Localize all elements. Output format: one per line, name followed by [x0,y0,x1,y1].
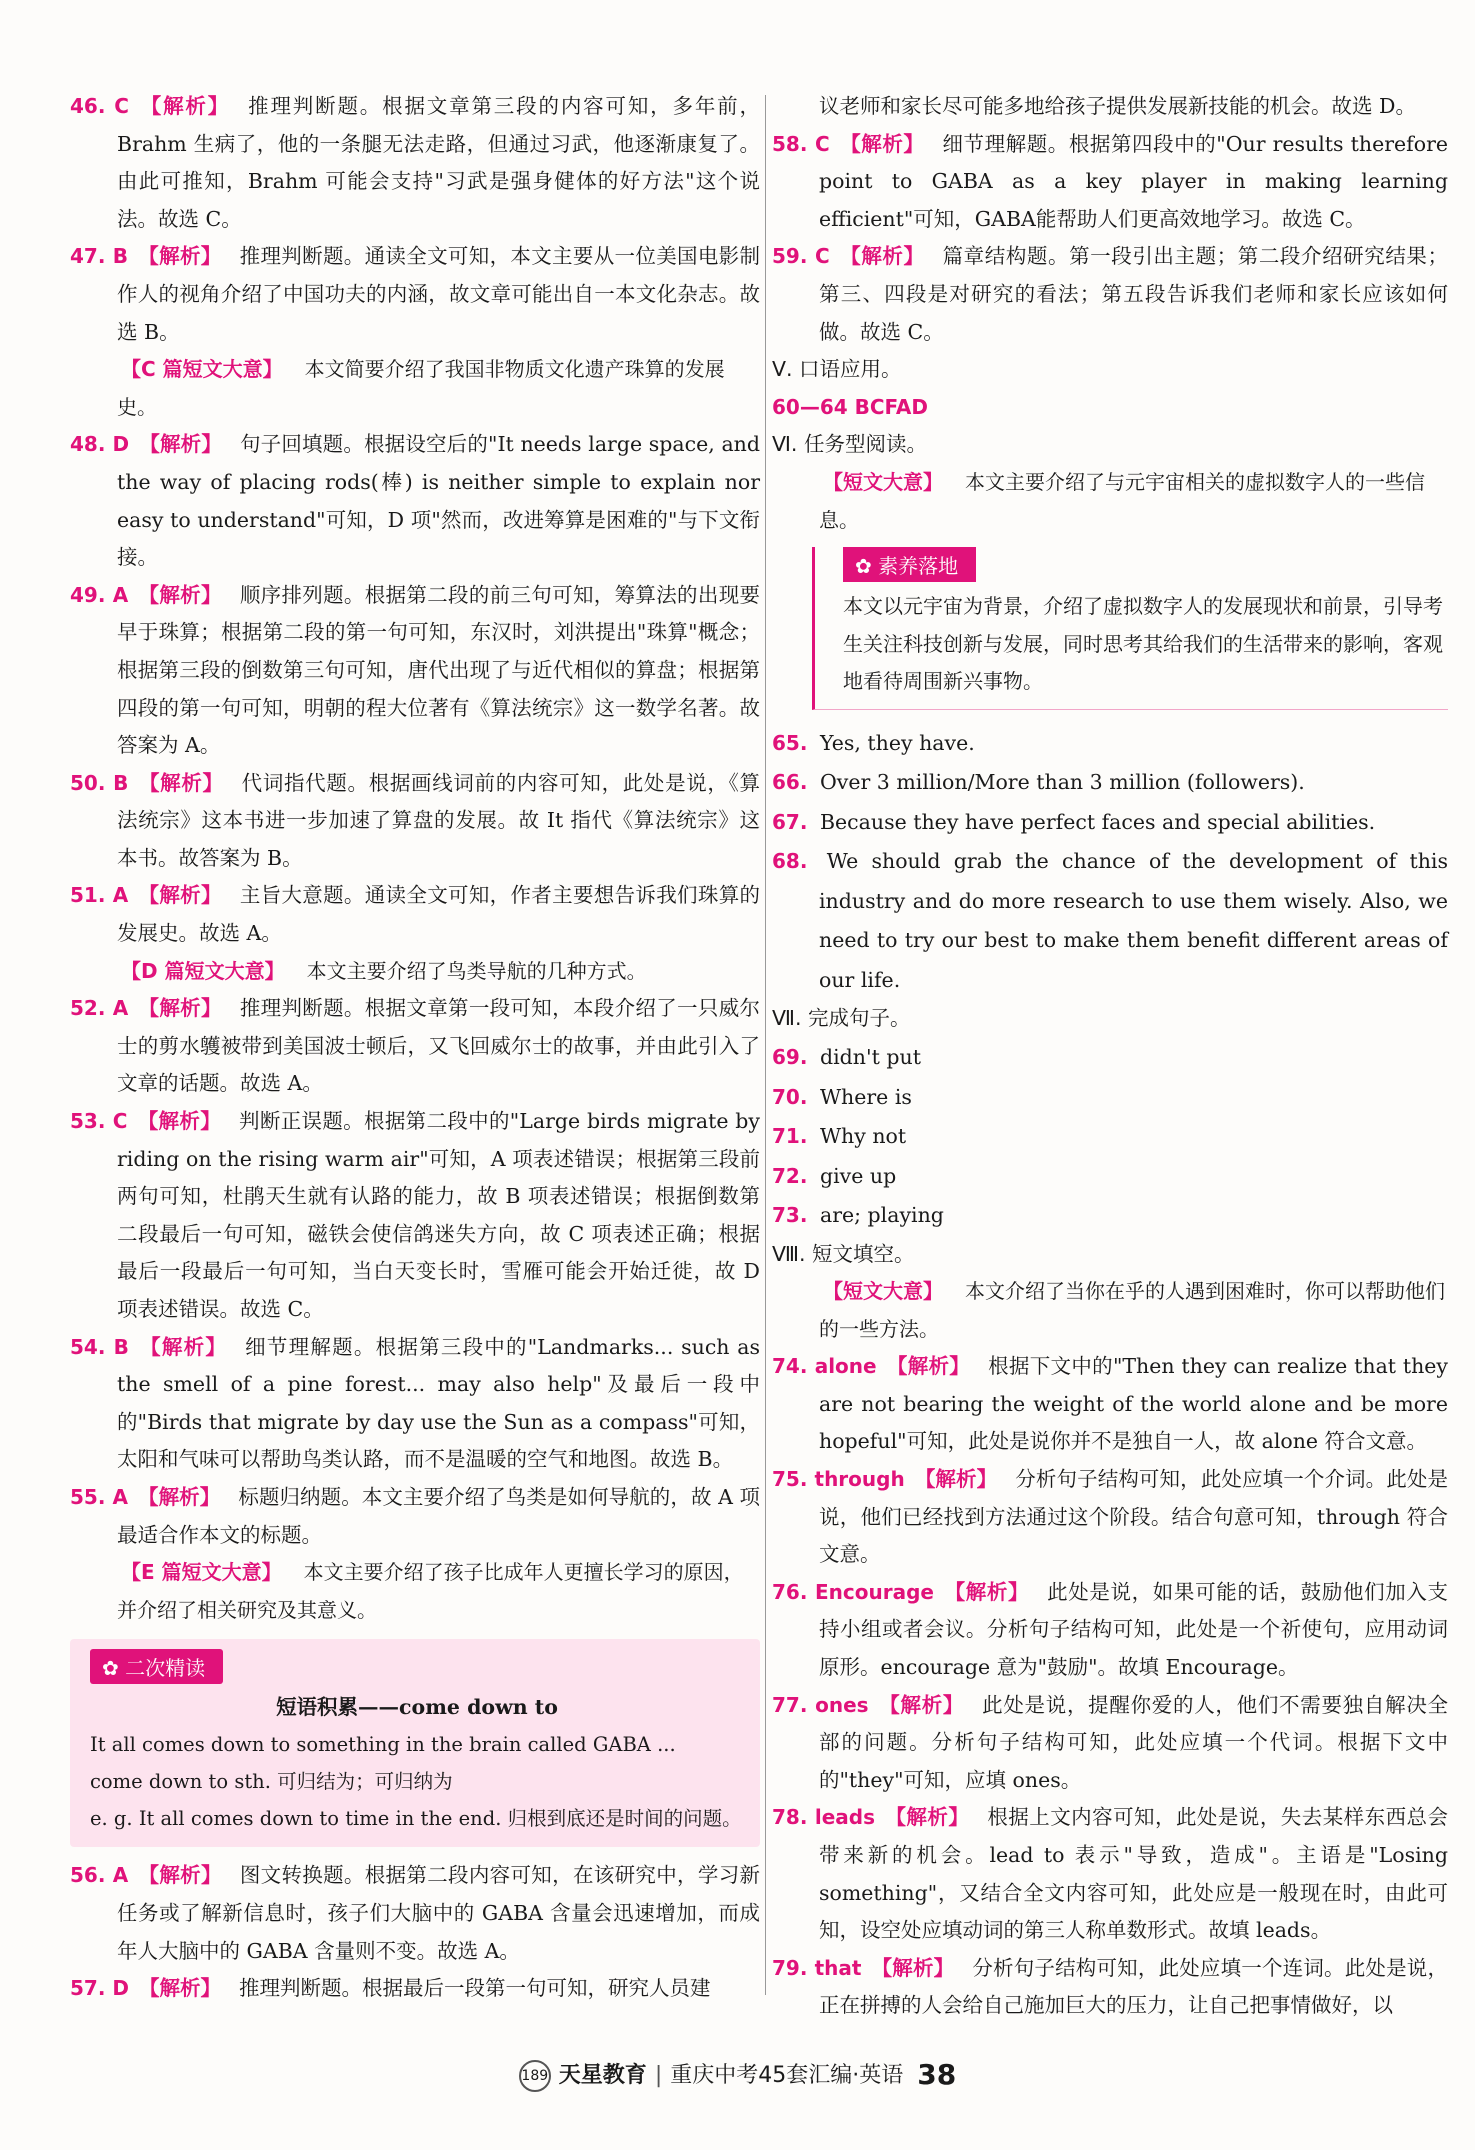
answer-item: 49. A 【解析】 顺序排列题。根据第二段的前三句可知，筹算法的出现要早于珠算；根据第二段的第一句可知，东汉时，刘洪提出"珠算"概念；根据第三段的倒数第三句可知，唐代出现了与近代相似的算盘；根据第四段的第一句可知，明朝的程大位著有《算法统宗》这一数学名著。故答案为 A。 [70,582,761,758]
answer-item: 78. leads 【解析】 根据上文内容可知，此处是说，失去某样东西总会带来新的机会。lead to 表示"导致，造成"。主语是"Losing something"，又结合全文内容可知，此处应是一般现在时，由此可知，设空处应填动词的第三人称单数形式。故填 leads。 [772,1805,1449,1943]
section-heading: Ⅶ. 完成句子。 [772,1006,911,1031]
page-number: 38 [917,2058,957,2091]
answer-item: 50. B 【解析】 代词指代题。根据画线词前的内容可知，此处是说，《算法统宗》这本书进一步加速了算盘的发展。故 It 指代《算法统宗》这本书。故答案为 B。 [70,770,761,870]
answer-item: 66. Over 3 million/More than 3 million (followers). [772,770,1305,795]
section-heading: Ⅵ. 任务型阅读。 [772,432,927,457]
answer-item: 58. C 【解析】 细节理解题。根据第四段中的"Our results therefore point to GABA as a key player in making learning efficient"可知，GABA能帮助人们更高效地学习。故选 C。 [772,131,1448,231]
reread-line: e. g. It all comes down to time in the end. 归根到底还是时间的问题。 [90,1807,742,1831]
answer-item: 69. didn't put [772,1045,921,1069]
answer-item: 68. We should grab the chance of the development of this industry and do more research to use them wisely. Also, we need to try our best to make them benefit different areas of our life. [772,849,1448,992]
section-heading: Ⅷ. 短文填空。 [772,1241,915,1266]
answer-item: 48. D 【解析】 句子回填题。根据设空后的"It needs large space, and the way of placing rods(棒) is neither simple to explain nor easy to understand"可知，D 项"然而，改进筹算是困难的"与下文衔接。 [70,432,761,570]
answer-item: 56. A 【解析】 图文转换题。根据第二段内容可知，在该研究中，学习新任务或了解新信息时，孩子们大脑中的 GABA 含量会迅速增加，而成年人大脑中的 GABA 含量则不变。故选 A。 [70,1863,761,1963]
reread-title: 短语积累——come down to [276,1695,558,1720]
passage-summary: 【短文大意】 本文介绍了当你在乎的人遇到困难时，你可以帮助他们的一些方法。 [819,1279,1445,1341]
page-footer: 189 天星教育 | 重庆中考45套汇编·英语 38 [0,2058,1475,2092]
reread-box [70,1639,760,1847]
publisher-name: 天星教育 [558,2063,647,2088]
literacy-box [812,547,1448,710]
passage-summary: 【短文大意】 本文主要介绍了与元宇宙相关的虚拟数字人的一些信息。 [819,469,1425,532]
answer-item: 59. C 【解析】 篇章结构题。第一段引出主题；第二段介绍研究结果；第三、四段是对研究的看法；第五段告诉我们老师和家长应该如何做。故选 C。 [772,244,1448,344]
answer-item: 55. A 【解析】 标题归纳题。本文主要介绍了鸟类是如何导航的，故 A 项最适合作本文的标题。 [70,1484,761,1547]
answer-item: 70. Where is [772,1084,912,1109]
answer-item: 79. that 【解析】 分析句子结构可知，此处应填一个连词。此处是说，正在拼搏的人会给自己施加巨大的压力，让自己把事情做好，以 [772,1955,1448,2018]
answer-item: 51. A 【解析】 主旨大意题。通读全文可知，作者主要想告诉我们珠算的发展史。故选 A。 [70,883,761,946]
star-icon: ✿ [102,1656,126,1681]
answer-item: 73. are; playing [772,1203,944,1227]
answer-continuation: 议老师和家长尽可能多地给孩子提供发展新技能的机会。故选 D。 [819,94,1416,118]
answer-item: 57. D 【解析】 推理判断题。根据最后一段第一句可知，研究人员建 [70,1976,711,2001]
answer-item: 53. C 【解析】 判断正误题。根据第二段中的"Large birds migrate by riding on the rising warm air"可知，A 项表述错误；根据第三段前两句可知，杜鹃天生就有认路的能力，故 B 项表述错误；根据倒数第二段最后一句可知，磁铁会使信鸽迷失方向，故 C 项表述正确；根据最后一段最后一句可知，当白天变长时，雪雁可能会开始迁徙，故 D 项表述错误。故选 C。 [70,1109,760,1321]
answer-item: 72. give up [772,1163,897,1188]
passage-summary: 【E 篇短文大意】 本文主要介绍了孩子比成年人更擅长学习的原因，并介绍了相关研究及其意义。 [117,1560,744,1622]
column-divider [765,95,766,1995]
star-icon: ✿ [855,554,879,579]
answer-item: 46. C 【解析】 推理判断题。根据文章第三段的内容可知，多年前，Brahm 生病了，他的一条腿无法走路，但通过习武，他逐渐康复了。由此可推知，Brahm 可能会支持"习武是强身健体的好方法"这个说法。故选 C。 [70,94,761,231]
answer-item: 76. Encourage 【解析】 此处是说，如果可能的话，鼓励他们加入支持小组或者会议。分析句子结构可知，此处是一个祈使句，应用动词原形。encourage 意为"鼓励"。故填 Encourage。 [772,1579,1448,1680]
left-column [70,88,760,2008]
answer-item: 71. Why not [772,1124,907,1148]
literacy-text: 本文以元宇宙为背景，介绍了虚拟数字人的发展现状和前景，引导考生关注科技创新与发展，同时思考其给我们的生活带来的影响，客观地看待周围新兴事物。 [843,594,1443,694]
answer-item: 54. B 【解析】 细节理解题。根据第三段中的"Landmarks... such as the smell of a pine forest... may also help"及最后一段中的"Birds that migrate by day use the Sun as a compass"可知，太阳和气味可以帮助鸟类认路，而不是温暖的空气和地图。故选 B。 [70,1334,761,1472]
answer-item: 52. A 【解析】 推理判断题。根据文章第一段可知，本段介绍了一只威尔士的剪水鹱被带到美国波士顿后，又飞回威尔士的故事，并由此引入了文章的话题。故选 A。 [70,996,761,1096]
reread-line: come down to sth. 可归结为；可归纳为 [90,1770,453,1794]
answer-item: 74. alone 【解析】 根据下文中的"Then they can realize that they are not bearing the weight of the world alone and be more hopeful"可知，此处是说你并不是独自一人，故 alone 符合文意。 [772,1354,1448,1454]
answer-item: 67. Because they have perfect faces and special abilities. [772,809,1376,834]
passage-summary: 【C 篇短文大意】 本文简要介绍了我国非物质文化遗产珠算的发展史。 [117,357,725,419]
reread-line: It all comes down to something in the brain called GABA ... [90,1733,676,1757]
answer-item: 75. through 【解析】 分析句子结构可知，此处应填一个介词。此处是说，他们已经找到方法通过这个阶段。结合句意可知，through 符合文意。 [772,1467,1448,1567]
passage-summary: 【D 篇短文大意】 本文主要介绍了鸟类导航的几种方式。 [121,958,647,983]
publisher-logo-icon: 189 [519,2060,551,2092]
answer-item: 77. ones 【解析】 此处是说，提醒你爱的人，他们不需要独自解决全部的问题。分析句子结构可知，此处应填一个代词。根据下文中的"they"可知，应填 ones。 [772,1692,1449,1792]
reread-header: ✿ 二次精读 [90,1649,223,1684]
section-heading: Ⅴ. 口语应用。 [772,357,902,382]
answer-item: 47. B 【解析】 推理判断题。通读全文可知，本文主要从一位美国电影制作人的视角介绍了中国功夫的内涵，故文章可能出自一本文化杂志。故选 B。 [70,244,761,344]
answer-item: 60—64 BCFAD [772,394,928,419]
book-title: 重庆中考45套汇编·英语 [670,2063,904,2088]
literacy-header: ✿ 素养落地 [843,547,976,582]
right-column [772,88,1448,2025]
answer-item: 65. Yes, they have. [772,730,975,755]
